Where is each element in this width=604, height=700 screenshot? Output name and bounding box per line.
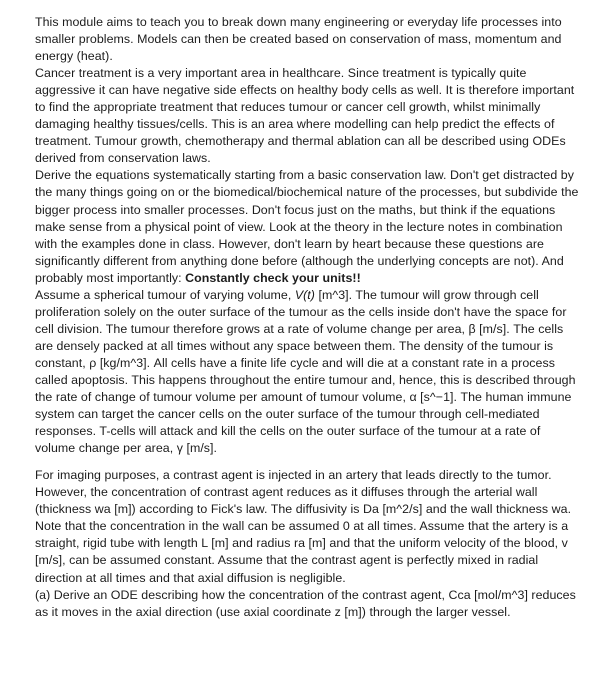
intro-text: This module aims to teach you to break down many engineering or everyday life processes into smaller problems. Models can then be created based on conservation of mass, momentum and energy (heat). xyxy=(35,15,562,64)
tumour-rest: [m^3]. The tumour will grow through cell proliferation solely on the outer surface of the tumour as the cells inside don't have the space for cell division. The tumour therefore grows at a rate of volume change per area, β [m/s]. The cells are densely packed at all times without any space between them. The density of the tumour is constant, ρ [kg/m^3]. All cells have a finite life cycle and will die at a constant rate in a process called apoptosis. This happens throughout the entire tumour and, hence, this is described through the rate of change of tumour volume per amount of tumour volume, α [s^−1]. The human immune system can target the cancer cells on the outer surface of the tumour through cell-mediated responses. T-cells will attack and kill the cells on the outer surface of the tumour at a rate of volume change per area, γ [m/s]. xyxy=(35,287,576,456)
problem-statement xyxy=(35,14,583,621)
derive-text: Derive the equations systematically starting from a basic conservation law. Don't get distracted by the many things going on or the biomedical/biochemical nature of the processes, but subdivide the bigger process into smaller processes. Don't focus just on the maths, but think if the equations make sense from a physical point of view. Look at the theory in the lecture notes in combination with the examples done in class. However, don't learn by heart because these questions are significantly different from anything done before (although the underlying concepts are not). And probably most importantly: xyxy=(35,168,579,285)
cancer-text: Cancer treatment is a very important area in healthcare. Since treatment is typically quite aggressive it can have negative side effects on healthy body cells as well. It is therefore important to find the appropriate treatment that reduces tumour or cancer cell growth, whilst minimally damaging healthy tissues/cells. This is an area where modelling can help predict the effects of treatment. Tumour growth, chemotherapy and thermal ablation can all be described using ODEs derived from conservation laws. xyxy=(35,66,575,166)
question-a-text: (a) Derive an ODE describing how the concentration of the contrast agent, Cca [mol/m^3] reduces as it moves in the axial direction (use axial coordinate z [m]) through the larger vessel. xyxy=(35,587,576,619)
question-a xyxy=(35,587,583,621)
tumour-paragraph xyxy=(35,287,583,457)
volume-symbol: V(t) xyxy=(294,287,315,302)
cancer-paragraph xyxy=(35,65,583,167)
imaging-paragraph xyxy=(35,467,583,586)
intro-paragraph xyxy=(35,14,583,65)
derive-paragraph xyxy=(35,167,583,286)
units-emphasis: Constantly check your units!! xyxy=(185,270,361,285)
imaging-text: For imaging purposes, a contrast agent is injected in an artery that leads directly to the tumor. However, the concentration of contrast agent reduces as it diffuses through the arterial wall (thickness wa [m]) according to Fick's law. The diffusivity is Da [m^2/s] and the wall thickness wa. Note that the concentration in the wall can be assumed 0 at all times. Assume that the artery is a straight, rigid tube with length L [m] and radius ra [m] and that the uniform velocity of the blood, v [m/s], can be assumed constant. Assume that the contrast agent is perfectly mixed in radial direction at all times and that axial diffusion is negligible. xyxy=(35,468,572,585)
tumour-lead: Assume a spherical tumour of varying volume, xyxy=(35,287,295,302)
